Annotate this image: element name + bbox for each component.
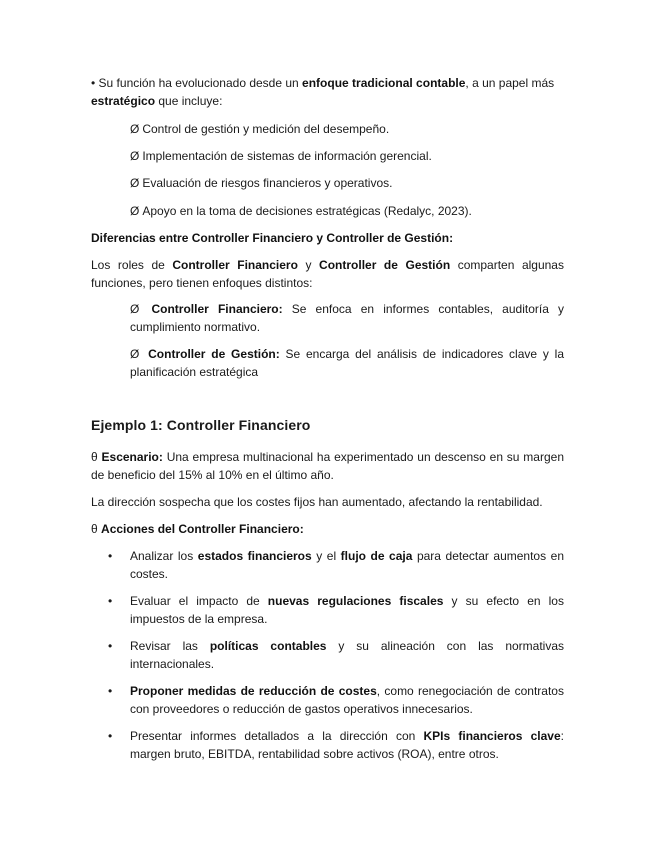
action-item: Evaluar el impacto de nuevas regulaciones fiscales y su efecto en los impuestos de la empresa.	[130, 594, 564, 626]
role-item-gestion: Ø Controller de Gestión: Se encarga del análisis de indicadores clave y la planificación estratégica	[130, 347, 564, 379]
action-item: Analizar los estados financieros y el flujo de caja para detectar aumentos en costes.	[130, 549, 564, 581]
actions-heading: θ Acciones del Controller Financiero:	[91, 522, 304, 536]
function-item: Ø Evaluación de riesgos financieros y operativos.	[130, 176, 393, 190]
action-item: Revisar las políticas contables y su alineación con las normativas internacionales.	[130, 639, 565, 671]
bullet-icon: •	[108, 639, 113, 653]
bullet-icon: •	[108, 549, 113, 563]
scenario-paragraph: θ Escenario: Una empresa multinacional ha experimentado un descenso en su margen de beneficio del 15% al 10% en el último año.	[91, 450, 564, 482]
arrow-icon: Ø	[130, 149, 140, 163]
function-item: Ø Implementación de sistemas de información gerencial.	[130, 149, 432, 163]
bullet-icon: •	[108, 729, 113, 743]
intro-paragraph: • Su función ha evolucionado desde un enfoque tradicional contable, a un papel más estratégico que incluye:	[91, 76, 555, 108]
function-item: Ø Apoyo en la toma de decisiones estratégicas (Redalyc, 2023).	[130, 204, 472, 218]
direction-paragraph: La dirección sospecha que los costes fijos han aumentado, afectando la rentabilidad.	[91, 495, 543, 509]
differences-heading: Diferencias entre Controller Financiero y Controller de Gestión:	[91, 231, 454, 245]
arrow-icon: Ø	[130, 122, 140, 136]
role-item-financiero: Ø Controller Financiero: Se enfoca en informes contables, auditoría y cumplimiento normativo.	[130, 302, 564, 334]
arrow-icon: Ø	[130, 204, 140, 218]
action-item: Presentar informes detallados a la dirección con KPIs financieros clave: margen bruto, EBITDA, rentabilidad sobre activos (ROA), entre otros.	[130, 729, 564, 761]
intro-bullet: •	[91, 76, 96, 90]
arrow-icon: Ø	[130, 347, 140, 361]
roles-paragraph: Los roles de Controller Financiero y Controller de Gestión comparten algunas funciones, pero tienen enfoques distintos:	[91, 258, 564, 290]
theta-symbol: θ	[91, 450, 98, 464]
arrow-icon: Ø	[130, 176, 140, 190]
theta-symbol: θ	[91, 522, 98, 536]
example-title: Ejemplo 1: Controller Financiero	[91, 417, 311, 433]
arrow-icon: Ø	[130, 302, 140, 316]
function-item: Ø Control de gestión y medición del desempeño.	[130, 122, 390, 136]
bullet-icon: •	[108, 684, 113, 698]
action-item: Proponer medidas de reducción de costes, como renegociación de contratos con proveedores o reducción de gastos operativos innecesarios.	[130, 684, 564, 716]
bullet-icon: •	[108, 594, 113, 608]
